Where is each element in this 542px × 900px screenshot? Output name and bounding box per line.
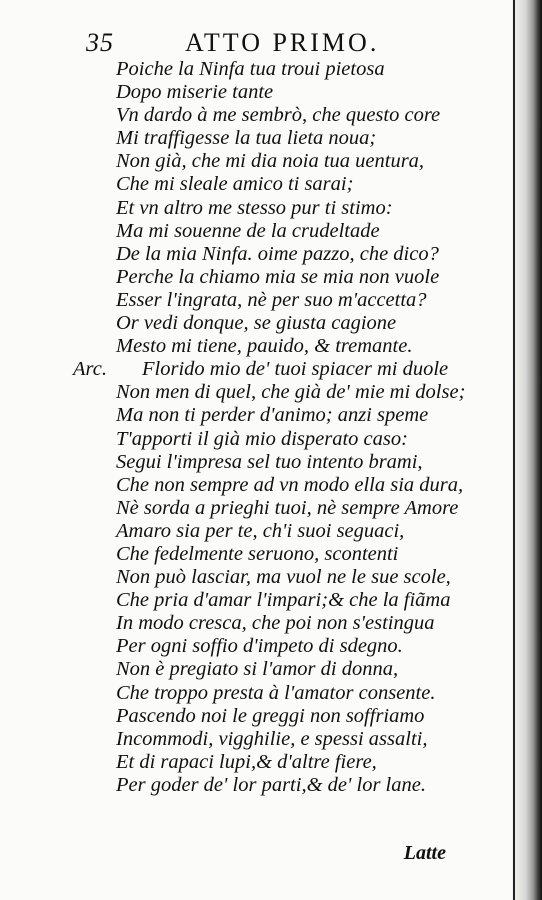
verse-line-text: Non è pregiato si l'amor di donna,: [116, 658, 399, 681]
verse-line: [78, 335, 498, 358]
verse-line: [78, 566, 498, 589]
page-number: 35: [86, 28, 114, 57]
verse-line: [78, 635, 498, 658]
verse-line: [78, 127, 498, 150]
verse-line: [78, 589, 498, 612]
verse-line-text: Non men di quel, che già de' mie mi dolse;: [116, 381, 466, 404]
verse-line: [78, 220, 498, 243]
verse-line-text: Vn dardo à me sembrò, che questo core: [116, 104, 441, 127]
verse-line: [78, 197, 498, 220]
verse-line: [78, 266, 498, 289]
verse-line: [78, 451, 498, 474]
verse-line: [78, 774, 498, 797]
verse-line-text: Segui l'impresa sel tuo intento brami,: [116, 450, 423, 473]
verse-line-text: Or vedi donque, se giusta cagione: [116, 312, 397, 335]
verse-line: [78, 612, 498, 635]
verse-line: [78, 58, 498, 81]
verse-line-text: Che non sempre ad vn modo ella sia dura,: [116, 473, 464, 496]
page-edge-line: [513, 0, 515, 900]
verse-line-text: Che mi sleale amico ti sarai;: [116, 173, 354, 196]
verse-line: [78, 543, 498, 566]
verse-line: [78, 474, 498, 497]
verse-line: [78, 173, 498, 196]
verse-line-text: Ma non ti perder d'animo; anzi speme: [116, 404, 429, 427]
verse-line: [78, 658, 498, 681]
verse-line: [78, 81, 498, 104]
verse-line-text: Esser l'ingrata, nè per suo m'accetta?: [116, 288, 427, 311]
verse-line-text: De la mia Ninfa. oime pazzo, che dico?: [116, 242, 439, 265]
verse-line-text: Incommodi, vigghilie, e spessi assalti,: [116, 727, 428, 750]
verse-line-text: Pascendo noi le greggi non soffriamo: [116, 704, 425, 727]
verse-line-text: Dopo miserie tante: [116, 81, 274, 104]
verse-line-text: Et vn altro me stesso pur ti stimo:: [116, 196, 393, 219]
verse-line-text: Nè sorda a prieghi tuoi, nè sempre Amore: [116, 496, 459, 519]
verse-line-text: Mesto mi tiene, pauido, & tremante.: [116, 335, 413, 358]
verse-line-text: Per goder de' lor parti,& de' lor lane.: [116, 773, 426, 796]
verse-line-text: Florido mio de' tuoi spiacer mi duole: [142, 358, 449, 381]
verse-line-text: T'apporti il già mio disperato caso:: [116, 427, 408, 450]
verse-line: [78, 381, 498, 404]
verse-line-text: Che fedelmente seruono, scontenti: [116, 542, 399, 565]
verse-line: [78, 104, 498, 127]
verse-line: [78, 150, 498, 173]
page-header: [0, 24, 512, 60]
verse-line-text: In modo cresca, che poi non s'estingua: [116, 612, 435, 635]
verse-line-text: Mi traffigesse la tua lieta noua;: [116, 127, 377, 150]
verse-line: [78, 243, 498, 266]
verse-line-text: Ma mi souenne de la crudeltade: [116, 219, 380, 242]
verse-line: [78, 705, 498, 728]
catchword: Latte: [403, 842, 446, 864]
verse-line: [78, 289, 498, 312]
verse-line: [78, 751, 498, 774]
verse-line-text: Non può lasciar, ma vuol ne le sue scole,: [116, 566, 451, 589]
verse-line-text: Che troppo presta à l'amator consente.: [116, 681, 436, 704]
speaker-label: Arc.: [73, 358, 107, 381]
verse-line-text: Per ogni soffio d'impeto di sdegno.: [116, 635, 403, 658]
verse-line-text: Amaro sia per te, ch'i suoi seguaci,: [116, 519, 405, 542]
running-head: ATTO PRIMO.: [185, 28, 380, 57]
verse-line: [78, 497, 498, 520]
verse-line-text: Non già, che mi dia noia tua uentura,: [116, 150, 425, 173]
page-edge-shadow: [512, 0, 542, 900]
verse-text: [73, 58, 498, 797]
verse-line: [78, 312, 498, 335]
verse-line-text: Poiche la Ninfa tua troui pietosa: [116, 58, 385, 80]
verse-line: [73, 358, 498, 381]
verse-line: [78, 520, 498, 543]
verse-line: [78, 428, 498, 451]
verse-line-text: Che pria d'amar l'impari;& che la fiãma: [116, 589, 451, 612]
verse-line: [78, 728, 498, 751]
verse-line: [78, 404, 498, 427]
verse-line-text: Et di rapaci lupi,& d'altre fiere,: [116, 750, 377, 773]
verse-line: [78, 682, 498, 705]
verse-line-text: Perche la chiamo mia se mia non vuole: [116, 265, 440, 288]
